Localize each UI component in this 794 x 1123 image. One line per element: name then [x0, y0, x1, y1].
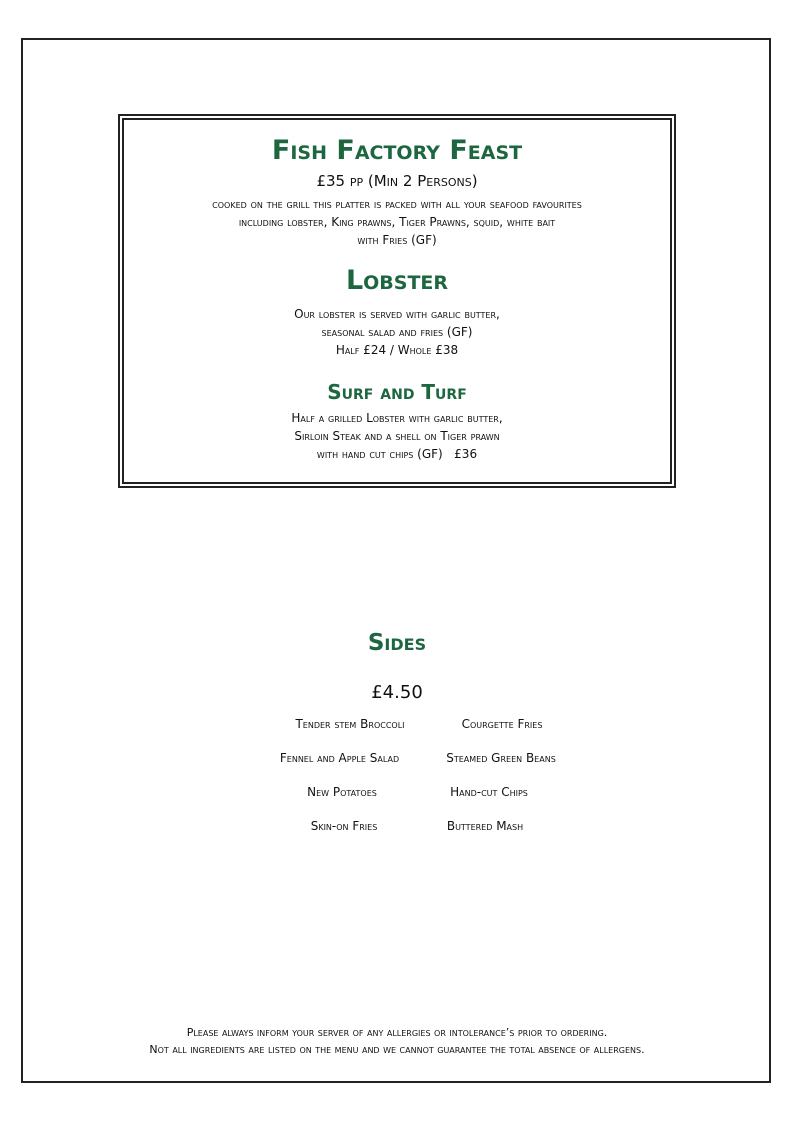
side-item: Skin-on Fries: [310, 819, 378, 833]
side-item: Courgette Fries: [461, 717, 543, 731]
side-item: Fennel and Apple Salad: [279, 751, 400, 765]
lobster-title: Lobster: [345, 265, 449, 296]
surf-and-turf-price-line: with hand cut chips (GF) £36: [316, 447, 478, 461]
side-item: Tender stem Broccoli: [295, 717, 405, 731]
side-item: Hand-cut Chips: [450, 785, 528, 799]
lobster-price-line: Half £24 / Whole £38: [335, 343, 459, 357]
surf-and-turf-description-line: Sirloin Steak and a shell on Tiger prawn: [294, 429, 500, 443]
surf-and-turf-description-line: Half a grilled Lobster with garlic butter,: [291, 411, 503, 425]
fish-factory-title: Fish Factory Feast: [271, 135, 523, 166]
side-item: New Potatoes: [307, 785, 377, 799]
lobster-description-line: seasonal salad and fries (GF): [321, 325, 473, 339]
lobster-description-line: Our lobster is served with garlic butter,: [294, 307, 500, 321]
fish-factory-description-line: cooked on the grill this platter is packed with all your seafood favourites: [212, 197, 582, 211]
sides-title: Sides: [367, 630, 427, 656]
surf-and-turf-title: Surf and Turf: [327, 380, 467, 404]
fish-factory-price: £35 pp (Min 2 Persons): [316, 172, 478, 190]
allergy-notice-line: Not all ingredients are listed on the menu and we cannot guarantee the total absence of allergens.: [149, 1043, 645, 1056]
fish-factory-description-line: including lobster, King prawns, Tiger Prawns, squid, white bait: [238, 215, 556, 229]
fish-factory-description-line: with Fries (GF): [357, 233, 437, 247]
side-item: Steamed Green Beans: [446, 751, 556, 765]
sides-price: £4.50: [371, 682, 423, 703]
side-item: Buttered Mash: [446, 819, 524, 833]
allergy-notice-line: Please always inform your server of any allergies or intolerance’s prior to ordering.: [186, 1026, 608, 1039]
